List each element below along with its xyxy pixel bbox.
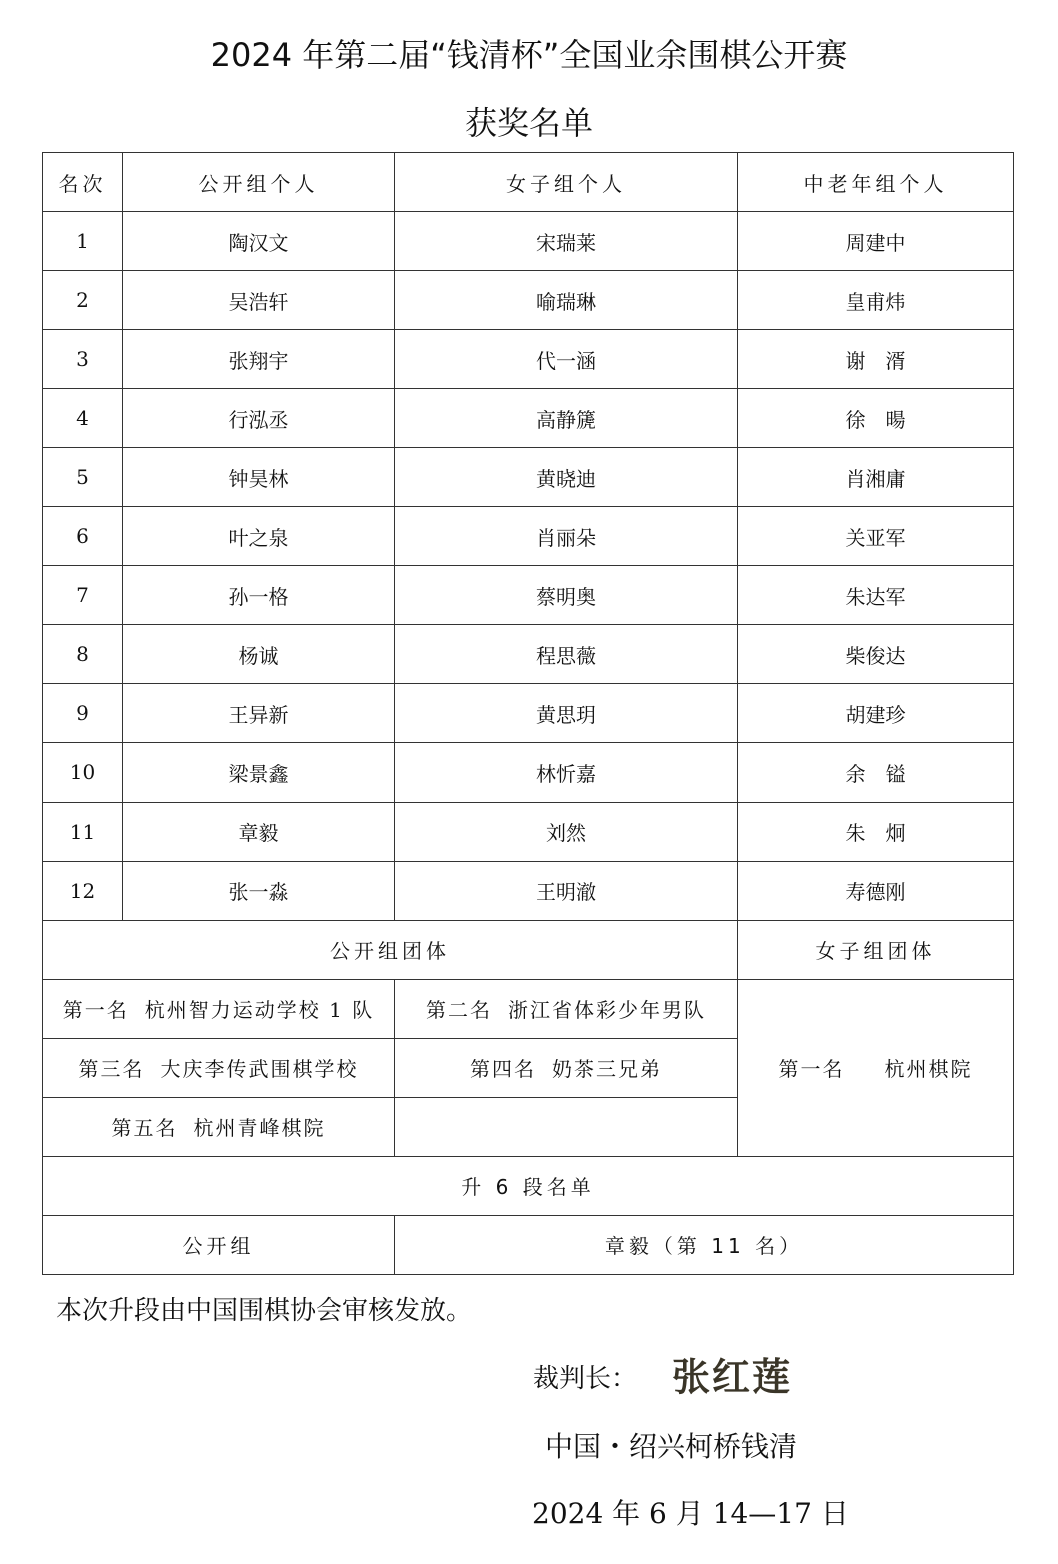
women-player-cell: 喻瑞琳: [395, 271, 738, 330]
women-player-cell: 宋瑞莱: [395, 212, 738, 271]
team-rank: 第一名: [62, 998, 129, 1023]
rank-cell: 12: [43, 861, 123, 920]
senior-player-cell: 柴俊达: [738, 625, 1014, 684]
rank-cell: 2: [43, 271, 123, 330]
open-player-cell: 王异新: [123, 684, 395, 743]
women-team-header: 女子组团体: [738, 920, 1014, 979]
open-team-header: 公开组团体: [43, 920, 738, 979]
table-row: [43, 271, 1014, 330]
team-rank: 第三名: [78, 1057, 145, 1082]
rank-cell: 5: [43, 448, 123, 507]
judge-signature: 张红莲: [672, 1354, 793, 1399]
women-player-cell: 黄思玥: [395, 684, 738, 743]
senior-player-cell: 朱达军: [738, 566, 1014, 625]
rank-cell: 3: [43, 330, 123, 389]
judge-label: 裁判长：: [533, 1364, 638, 1394]
team-row: [43, 979, 1014, 1038]
senior-player-cell: 周建中: [738, 212, 1014, 271]
open-player-cell: 孙一格: [123, 566, 395, 625]
senior-player-cell: 皇甫炜: [738, 271, 1014, 330]
rank-cell: 7: [43, 566, 123, 625]
senior-player-cell: 关亚军: [738, 507, 1014, 566]
open-player-cell: 杨诚: [123, 625, 395, 684]
team-rank: 第一名: [778, 1057, 845, 1082]
open-player-cell: 陶汉文: [123, 212, 395, 271]
event-location: 中国・绍兴柯桥钱清: [545, 1430, 798, 1463]
open-player-cell: 章毅: [123, 802, 395, 861]
open-team-cell: [395, 1038, 738, 1097]
table-row: [43, 448, 1014, 507]
women-player-cell: 高静篪: [395, 389, 738, 448]
promotion-header: 升 6 段名单: [43, 1156, 1014, 1215]
team-name: 浙江省体彩少年男队: [508, 998, 706, 1023]
women-player-cell: 王明澈: [395, 861, 738, 920]
open-player-cell: 吴浩轩: [123, 271, 395, 330]
rank-cell: 1: [43, 212, 123, 271]
women-player-cell: 蔡明奥: [395, 566, 738, 625]
open-player-cell: 张翔宇: [123, 330, 395, 389]
team-name: 大庆李传武围棋学校: [160, 1057, 359, 1082]
awards-table: [42, 152, 1014, 1275]
table-row: [43, 566, 1014, 625]
table-row: [43, 743, 1014, 802]
table-row: [43, 330, 1014, 389]
open-player-cell: 张一淼: [123, 861, 395, 920]
team-rank: 第二名: [426, 998, 492, 1023]
rank-cell: 9: [43, 684, 123, 743]
document-title: 2024 年第二届“钱清杯”全国业余围棋公开赛: [210, 36, 848, 74]
header-rank: 名次: [43, 153, 123, 212]
women-player-cell: 黄晓迪: [395, 448, 738, 507]
header-women-individual: 女子组个人: [395, 153, 738, 212]
women-player-cell: 代一涵: [395, 330, 738, 389]
team-name: 杭州青峰棋院: [193, 1116, 326, 1141]
senior-player-cell: 肖湘庸: [738, 448, 1014, 507]
senior-player-cell: 胡建珍: [738, 684, 1014, 743]
table-row: [43, 684, 1014, 743]
header-open-individual: 公开组个人: [123, 153, 395, 212]
team-name: 杭州智力运动学校 1 队: [144, 998, 375, 1023]
rank-cell: 11: [43, 802, 123, 861]
senior-player-cell: 谢 湑: [738, 330, 1014, 389]
open-player-cell: 梁景鑫: [123, 743, 395, 802]
team-rank: 第四名: [470, 1057, 536, 1082]
promotion-player: 章毅（第 11 名）: [395, 1215, 1014, 1274]
promotion-header-row: [43, 1156, 1014, 1215]
promotion-group: 公开组: [43, 1215, 395, 1274]
open-player-cell: 叶之泉: [123, 507, 395, 566]
senior-player-cell: 寿德刚: [738, 861, 1014, 920]
open-player-cell: 钟昊林: [123, 448, 395, 507]
table-row: [43, 212, 1014, 271]
table-header-row: [43, 153, 1014, 212]
table-row: [43, 507, 1014, 566]
table-row: [43, 389, 1014, 448]
team-header-row: [43, 920, 1014, 979]
senior-player-cell: 余 镒: [738, 743, 1014, 802]
table-row: [43, 861, 1014, 920]
rank-cell: 4: [43, 389, 123, 448]
promotion-note: 本次升段由中国围棋协会审核发放。: [56, 1296, 473, 1326]
header-senior-individual: 中老年组个人: [738, 153, 1014, 212]
rank-cell: 6: [43, 507, 123, 566]
table-row: [43, 802, 1014, 861]
rank-cell: 8: [43, 625, 123, 684]
promotion-row: [43, 1215, 1014, 1274]
open-team-cell: [395, 979, 738, 1038]
open-team-cell: [43, 1038, 395, 1097]
team-name: 奶茶三兄弟: [552, 1057, 662, 1082]
women-team-cell: [738, 979, 1014, 1156]
rank-cell: 10: [43, 743, 123, 802]
empty-cell: [395, 1097, 738, 1156]
senior-player-cell: 徐 暘: [738, 389, 1014, 448]
women-player-cell: 程思薇: [395, 625, 738, 684]
women-player-cell: 肖丽朵: [395, 507, 738, 566]
women-player-cell: 林忻嘉: [395, 743, 738, 802]
table-row: [43, 625, 1014, 684]
open-team-cell: [43, 1097, 395, 1156]
open-player-cell: 行泓丞: [123, 389, 395, 448]
women-player-cell: 刘然: [395, 802, 738, 861]
open-team-cell: [43, 979, 395, 1038]
event-date: 2024 年 6 月 14—17 日: [532, 1497, 849, 1530]
team-rank: 第五名: [111, 1116, 178, 1141]
document-subtitle: 获奖名单: [464, 104, 593, 142]
senior-player-cell: 朱 炯: [738, 802, 1014, 861]
team-name: 杭州棋院: [884, 1057, 973, 1082]
